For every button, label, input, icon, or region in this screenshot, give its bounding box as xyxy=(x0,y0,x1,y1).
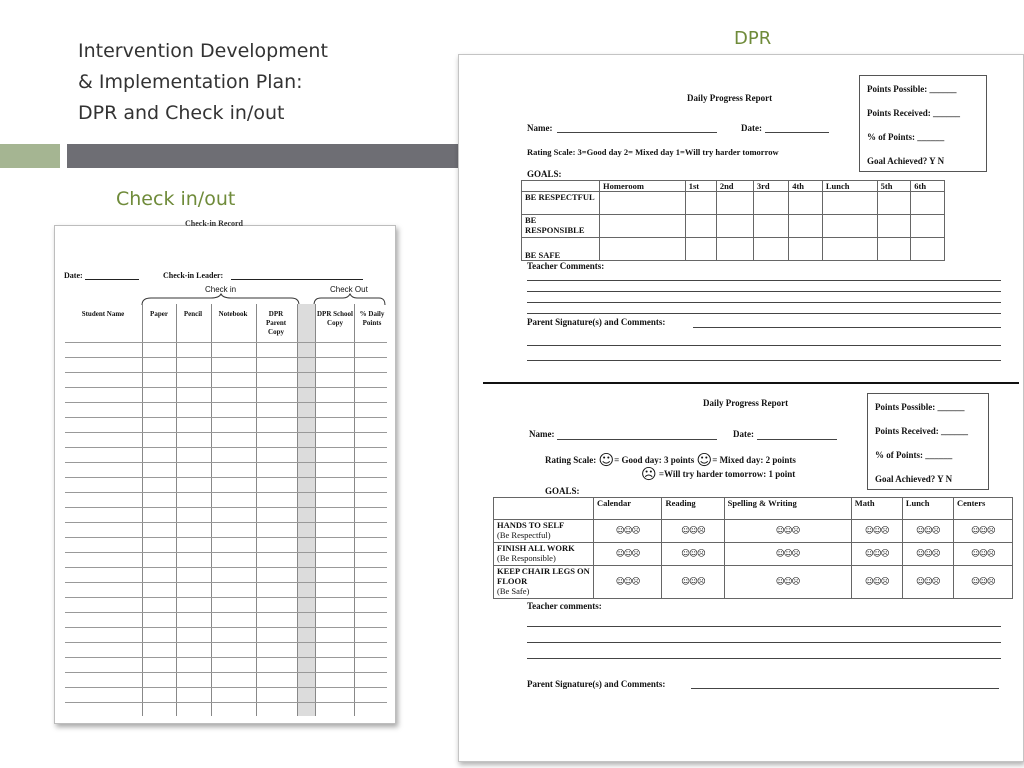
rating-faces: ☺☺☹ xyxy=(902,543,953,566)
dpr2-comment-line xyxy=(527,642,1001,643)
dpr2-points-box xyxy=(867,393,989,490)
dpr2-rating-scale-line-2 xyxy=(641,465,795,483)
dpr1-period-6th: 6th xyxy=(911,181,945,192)
rating-faces: ☺☺☹ xyxy=(724,566,851,599)
grid-vline xyxy=(315,304,316,716)
rating-faces: ☺☺☹ xyxy=(902,520,953,543)
dpr1-header-row xyxy=(522,181,945,192)
dpr2-rating-try: =Will try harder tomorrow: 1 point xyxy=(658,469,796,479)
dpr2-subject-lunch: Lunch xyxy=(902,498,953,520)
grid-hline xyxy=(65,552,387,553)
grid-hline xyxy=(65,537,387,538)
dpr1-goal-safe: BE SAFE xyxy=(522,238,600,261)
dpr1-name-line xyxy=(557,132,717,133)
dpr2-parent-signature: Parent Signature(s) and Comments: xyxy=(527,679,666,689)
dpr2-name-line xyxy=(557,439,717,440)
slide-title-line-3: DPR and Check in/out xyxy=(78,102,285,124)
dpr2-title: Daily Progress Report xyxy=(703,398,789,408)
dpr2-goal-chair-sub: (Be Safe) xyxy=(497,586,530,596)
dpr1-rating-scale: Rating Scale: 3=Good day 2= Mixed day 1=Will try harder tomorrow xyxy=(527,147,779,157)
rating-faces: ☺☺☹ xyxy=(902,566,953,599)
dpr1-period-1st: 1st xyxy=(685,181,716,192)
grid-hline xyxy=(65,582,387,583)
grid-hline xyxy=(65,597,387,598)
dpr1-period-homeroom: Homeroom xyxy=(600,181,686,192)
dpr1-comment-line xyxy=(527,302,1001,303)
grid-vline xyxy=(176,304,177,716)
grid-vline xyxy=(256,304,257,716)
rating-faces: ☺☺☹ xyxy=(851,543,902,566)
grid-hline xyxy=(65,432,387,433)
grid-hline xyxy=(65,402,387,403)
dpr2-comment-line xyxy=(527,658,1001,659)
checkout-brace xyxy=(313,294,387,306)
checkin-leader-line xyxy=(231,279,363,280)
col-dpr-parent-copy: DPR Parent Copy xyxy=(265,310,287,336)
dpr2-goal-hands xyxy=(494,520,594,543)
rating-faces: ☺☺☹ xyxy=(724,543,851,566)
grid-hline xyxy=(65,627,387,628)
dpr1-points-received: Points Received: ______ xyxy=(867,108,960,118)
accent-bar-green xyxy=(0,144,60,168)
dpr1-comment-line xyxy=(527,280,1001,281)
dpr1-corner-cell xyxy=(522,181,600,192)
dpr2-date-line xyxy=(757,439,837,440)
dpr2-rating-good: = Good day: 3 points xyxy=(614,455,695,465)
grid-hline xyxy=(65,342,387,343)
checkin-brace xyxy=(141,294,301,306)
slide-title-line-1: Intervention Development xyxy=(78,40,328,62)
dpr2-points-possible: Points Possible: ______ xyxy=(875,402,965,412)
dpr2-subject-math: Math xyxy=(851,498,902,520)
dpr2-goal-hands-name: HANDS TO SELF xyxy=(497,520,565,530)
checkin-leader-label: Check-in Leader: xyxy=(163,271,224,280)
dpr2-percent-points: % of Points: ______ xyxy=(875,450,953,460)
dpr1-signature-line xyxy=(527,360,1001,361)
checkin-group-label: Check in xyxy=(205,285,237,294)
dpr1-date-label: Date: xyxy=(741,123,762,133)
dpr2-rating-prefix: Rating Scale: xyxy=(545,455,597,465)
rating-faces: ☺☺☹ xyxy=(724,520,851,543)
dpr2-teacher-comments: Teacher comments: xyxy=(527,601,602,611)
col-notebook: Notebook xyxy=(218,310,248,318)
dpr2-header-row xyxy=(494,498,1013,520)
dpr2-goal-finish-sub: (Be Responsible) xyxy=(497,553,556,563)
dpr1-goal-row xyxy=(522,215,945,238)
dpr2-goal-row xyxy=(494,520,1013,543)
separator-column xyxy=(297,304,315,716)
checkinout-heading: Check in/out xyxy=(116,188,236,210)
rating-faces: ☺☺☹ xyxy=(594,543,662,566)
dpr1-goals-label: GOALS: xyxy=(527,169,562,179)
dpr1-goals-table xyxy=(521,180,945,261)
slide-title-line-2: & Implementation Plan: xyxy=(78,71,303,93)
grid-hline xyxy=(65,657,387,658)
dpr2-goal-row xyxy=(494,566,1013,599)
dpr2-signature-line xyxy=(691,688,999,689)
rating-faces: ☺☺☹ xyxy=(662,520,724,543)
rating-faces: ☺☺☹ xyxy=(953,520,1012,543)
grid-vline xyxy=(297,304,298,716)
rating-faces: ☺☺☹ xyxy=(953,543,1012,566)
dpr2-rating-mixed: = Mixed day: 2 points xyxy=(712,455,796,465)
dpr-document xyxy=(458,54,1024,762)
dpr1-comment-line xyxy=(527,313,1001,314)
rating-faces: ☺☺☹ xyxy=(851,566,902,599)
grid-hline xyxy=(65,372,387,373)
dpr2-points-received: Points Received: ______ xyxy=(875,426,968,436)
grid-vline xyxy=(142,304,143,716)
dpr2-date-label: Date: xyxy=(733,429,754,439)
dpr2-name-label: Name: xyxy=(529,429,555,439)
forms-divider xyxy=(483,382,1019,384)
dpr1-goal-responsible: BE RESPONSIBLE xyxy=(522,215,600,238)
grid-hline xyxy=(65,357,387,358)
grid-hline xyxy=(65,492,387,493)
dpr2-subject-centers: Centers xyxy=(953,498,1012,520)
grid-vline xyxy=(354,304,355,716)
dpr1-goal-respectful: BE RESPECTFUL xyxy=(522,192,600,215)
dpr2-goal-finish-name: FINISH ALL WORK xyxy=(497,543,575,553)
col-paper: Paper xyxy=(150,310,168,318)
dpr1-period-2nd: 2nd xyxy=(716,181,753,192)
grid-hline xyxy=(65,507,387,508)
dpr2-goal-row xyxy=(494,543,1013,566)
dpr1-percent-points: % of Points: ______ xyxy=(867,132,945,142)
dpr2-goal-chair-name: KEEP CHAIR LEGS ON FLOOR xyxy=(497,566,590,586)
dpr2-goal-hands-sub: (Be Respectful) xyxy=(497,530,551,540)
checkout-group-label: Check Out xyxy=(330,285,368,294)
col-student-name: Student Name xyxy=(81,310,125,318)
dpr2-goals-label: GOALS: xyxy=(545,486,580,496)
checkin-record-title: Check-in Record xyxy=(185,219,243,228)
grid-vline xyxy=(211,304,212,716)
rating-faces: ☺☺☹ xyxy=(662,566,724,599)
frown-face-icon: ☹ xyxy=(641,465,657,483)
col-dpr-school-copy: DPR School Copy xyxy=(317,310,353,327)
smiley-face-icon: ☺ xyxy=(598,451,615,469)
dpr1-name-label: Name: xyxy=(527,123,553,133)
accent-bar-gray xyxy=(67,144,459,168)
dpr1-period-lunch: Lunch xyxy=(822,181,877,192)
grid-hline xyxy=(65,642,387,643)
dpr1-comment-line xyxy=(527,291,1001,292)
dpr1-date-line xyxy=(765,132,829,133)
dpr2-corner-cell xyxy=(494,498,594,520)
dpr2-goals-table xyxy=(493,497,1013,599)
col-pencil: Pencil xyxy=(183,310,203,318)
checkin-record-document xyxy=(54,219,396,724)
col-daily-points: % Daily Points xyxy=(359,310,385,327)
dpr2-comment-line xyxy=(527,626,1001,627)
rating-faces: ☺☺☹ xyxy=(594,520,662,543)
dpr1-signature-line xyxy=(693,327,1001,328)
dpr2-subject-spelling: Spelling & Writing xyxy=(724,498,851,520)
dpr1-goal-row xyxy=(522,238,945,261)
grid-hline xyxy=(65,462,387,463)
dpr2-goal-finish xyxy=(494,543,594,566)
dpr1-period-4th: 4th xyxy=(789,181,823,192)
slide-title xyxy=(78,36,398,129)
rating-faces: ☺☺☹ xyxy=(851,520,902,543)
neutral-face-icon: ☺ xyxy=(696,451,713,469)
dpr1-goal-row xyxy=(522,192,945,215)
grid-hline xyxy=(65,477,387,478)
grid-hline xyxy=(65,612,387,613)
checkin-date-label: Date: xyxy=(64,271,83,280)
dpr1-teacher-comments: Teacher Comments: xyxy=(527,261,605,271)
grid-hline xyxy=(65,417,387,418)
grid-hline xyxy=(65,387,387,388)
grid-hline xyxy=(65,702,387,703)
dpr1-points-possible: Points Possible: ______ xyxy=(867,84,957,94)
dpr2-subject-calendar: Calendar xyxy=(594,498,662,520)
dpr2-subject-reading: Reading xyxy=(662,498,724,520)
dpr1-goal-achieved: Goal Achieved? Y N xyxy=(867,156,945,166)
grid-hline xyxy=(65,447,387,448)
grid-hline xyxy=(65,687,387,688)
rating-faces: ☺☺☹ xyxy=(662,543,724,566)
rating-faces: ☺☺☹ xyxy=(594,566,662,599)
grid-hline xyxy=(65,522,387,523)
checkin-date-line xyxy=(85,279,139,280)
dpr1-parent-signature: Parent Signature(s) and Comments: xyxy=(527,317,666,327)
rating-faces: ☺☺☹ xyxy=(953,566,1012,599)
dpr1-title: Daily Progress Report xyxy=(687,93,773,103)
dpr-heading: DPR xyxy=(734,28,772,49)
dpr1-period-5th: 5th xyxy=(877,181,911,192)
grid-hline xyxy=(65,567,387,568)
dpr1-period-3rd: 3rd xyxy=(753,181,788,192)
dpr1-points-box xyxy=(859,75,987,172)
dpr1-signature-line xyxy=(527,345,1001,346)
grid-hline xyxy=(65,672,387,673)
dpr2-goal-chair xyxy=(494,566,594,599)
dpr2-goal-achieved: Goal Achieved? Y N xyxy=(875,474,953,484)
